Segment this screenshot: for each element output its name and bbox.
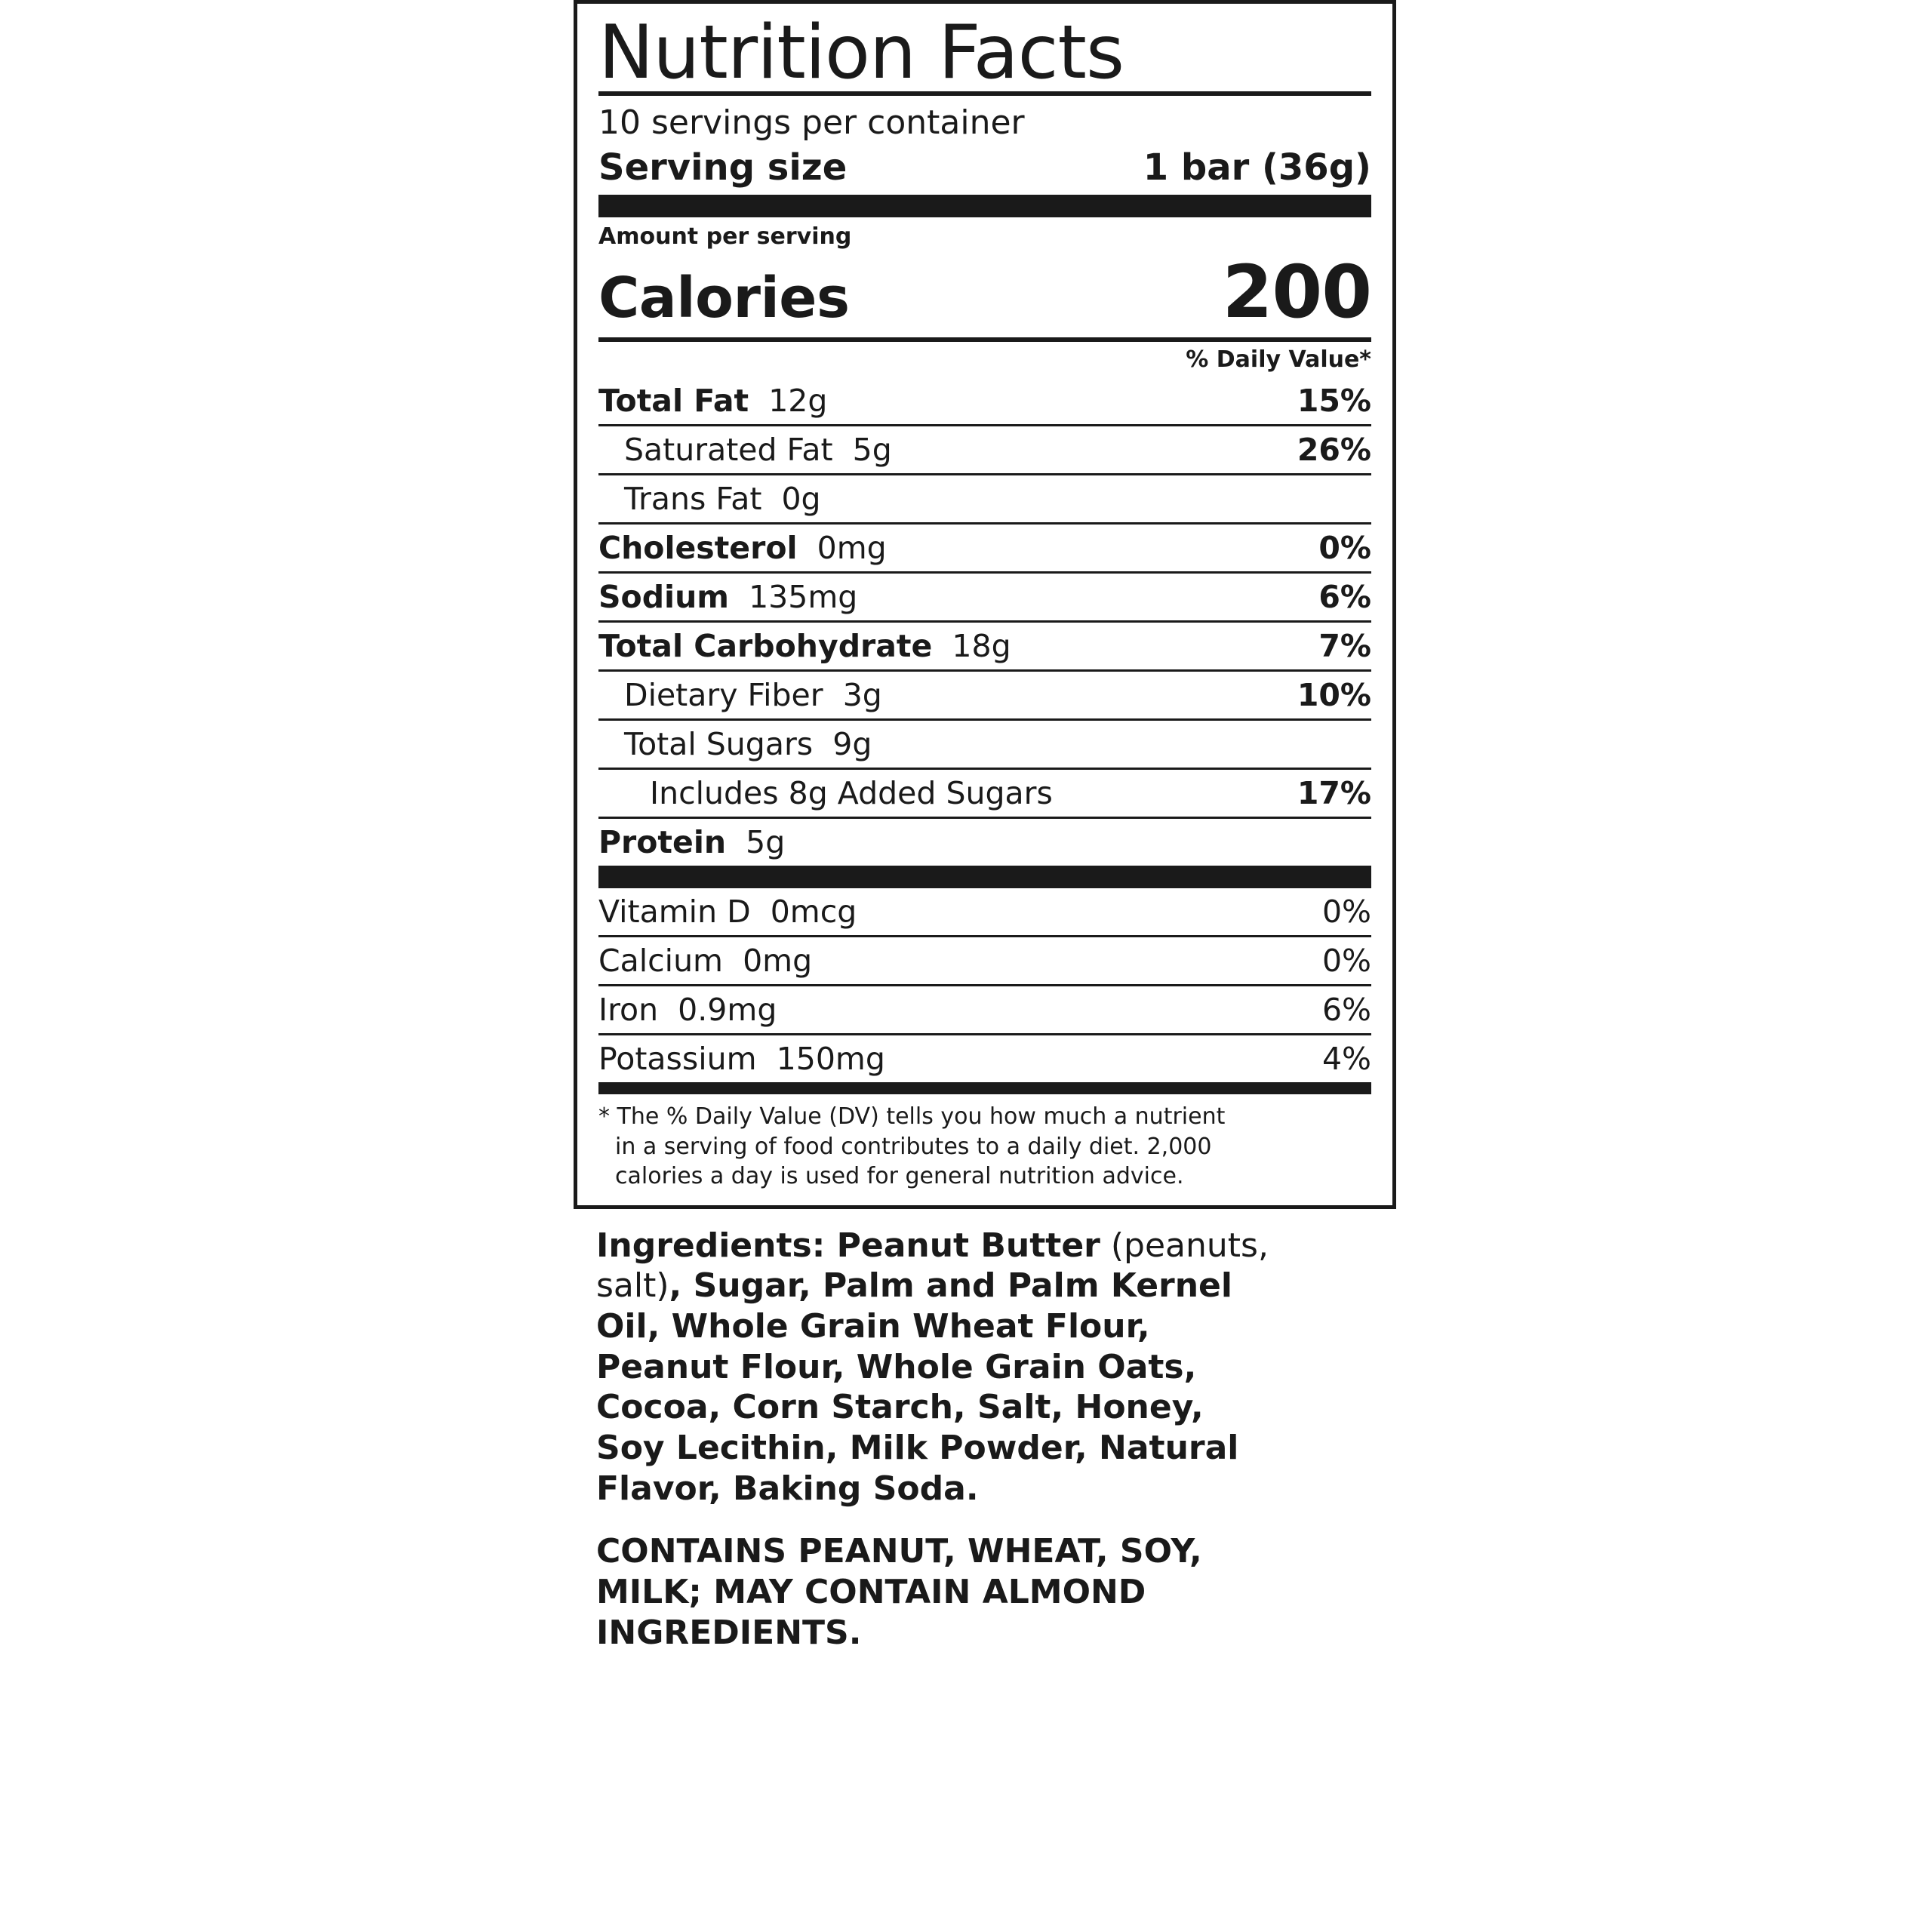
nutrient-daily-value: 17% bbox=[1297, 775, 1371, 811]
nutrient-amount: 0mg bbox=[797, 530, 887, 566]
ingredients-list bbox=[574, 1209, 1396, 1509]
calories-band-divider bbox=[598, 195, 1371, 217]
ingredients-line bbox=[596, 1266, 1375, 1306]
vitamin-name-amount: Calcium 0mg bbox=[598, 943, 813, 979]
nutrient-name-amount bbox=[598, 677, 882, 713]
nutrient-name-amount bbox=[598, 481, 821, 517]
nutrient-row bbox=[598, 522, 1371, 571]
vitamin-daily-value: 0% bbox=[1321, 943, 1371, 979]
calories-label: Calories bbox=[598, 266, 850, 331]
footnote-line: * The % Daily Value (DV) tells you how much a nutrient bbox=[598, 1103, 1226, 1130]
nutrient-amount: 12g bbox=[749, 383, 828, 419]
ingredients-text: salt) bbox=[596, 1266, 669, 1306]
nutrient-row bbox=[598, 768, 1371, 817]
allergen-line: CONTAINS PEANUT, WHEAT, SOY, bbox=[596, 1532, 1202, 1571]
nutrition-facts-box bbox=[574, 0, 1396, 1209]
nutrient-row bbox=[598, 473, 1371, 522]
calories-row bbox=[598, 250, 1371, 337]
nutrient-amount: 18g bbox=[932, 628, 1011, 664]
nutrient-amount: 9g bbox=[813, 726, 872, 762]
nutrient-name-amount bbox=[598, 775, 1053, 811]
footnote-line: in a serving of food contributes to a daily diet. 2,000 bbox=[615, 1133, 1212, 1160]
serving-size-label: Serving size bbox=[598, 146, 848, 189]
nutrient-name: Total Sugars bbox=[624, 726, 814, 762]
vitamin-row bbox=[598, 984, 1371, 1033]
vitamin-table bbox=[598, 888, 1371, 1082]
amount-per-serving-label: Amount per serving bbox=[598, 223, 852, 250]
nutrient-row bbox=[598, 669, 1371, 718]
vitamin-daily-value: 4% bbox=[1321, 1041, 1371, 1077]
nutrient-row bbox=[598, 817, 1371, 866]
ingredients-line bbox=[596, 1226, 1375, 1266]
vitamin-row bbox=[598, 888, 1371, 935]
vitamins-band-divider bbox=[598, 866, 1371, 888]
nutrient-amount: 5g bbox=[726, 824, 786, 860]
ingredients-text: Flavor, Baking Soda. bbox=[596, 1469, 979, 1508]
ingredients-text: Oil, Whole Grain Wheat Flour, bbox=[596, 1307, 1150, 1346]
nutrient-name: Protein bbox=[598, 824, 727, 860]
ingredients-line bbox=[596, 1469, 1375, 1509]
nutrient-name-amount bbox=[598, 579, 857, 615]
nutrient-name: Sodium bbox=[598, 579, 730, 615]
nutrient-name-amount bbox=[598, 383, 827, 419]
ingredients-line bbox=[596, 1428, 1375, 1469]
nutrient-table bbox=[598, 377, 1371, 866]
allergen-statement bbox=[574, 1509, 1396, 1653]
ingredients-text: Cocoa, Corn Starch, Salt, Honey, bbox=[596, 1388, 1204, 1427]
nutrient-daily-value: 26% bbox=[1297, 432, 1371, 468]
nutrient-name: Dietary Fiber bbox=[624, 677, 823, 713]
nutrient-name: Saturated Fat bbox=[624, 432, 833, 468]
nutrient-name-amount bbox=[598, 432, 892, 468]
ingredients-line bbox=[596, 1347, 1375, 1388]
nutrient-daily-value: 7% bbox=[1318, 628, 1371, 664]
nutrient-name: Total Carbohydrate bbox=[598, 628, 933, 664]
nutrient-name-amount bbox=[598, 824, 785, 860]
nutrient-name: Trans Fat bbox=[624, 481, 762, 517]
vitamin-row bbox=[598, 935, 1371, 984]
daily-value-header: % Daily Value* bbox=[1186, 346, 1371, 373]
serving-size-value: 1 bar (36g) bbox=[1143, 146, 1371, 189]
calories-value: 200 bbox=[1222, 250, 1371, 334]
nutrient-amount: 5g bbox=[832, 432, 892, 468]
nutrient-daily-value: 10% bbox=[1297, 677, 1371, 713]
vitamin-name-amount: Potassium 150mg bbox=[598, 1041, 885, 1077]
ingredients-line bbox=[596, 1306, 1375, 1347]
nutrient-row bbox=[598, 718, 1371, 768]
serving-size-row bbox=[598, 145, 1371, 195]
nutrient-row bbox=[598, 571, 1371, 620]
footnote-line: calories a day is used for general nutrition advice. bbox=[615, 1163, 1184, 1190]
nutrition-label-panel bbox=[574, 0, 1396, 1654]
nutrient-daily-value: 15% bbox=[1297, 383, 1371, 419]
servings-per-container: 10 servings per container bbox=[598, 103, 1025, 142]
footnote-band-divider bbox=[598, 1082, 1371, 1094]
nutrient-row bbox=[598, 424, 1371, 473]
vitamin-daily-value: 6% bbox=[1321, 992, 1371, 1028]
ingredients-text: , Sugar, Palm and Palm Kernel bbox=[669, 1266, 1232, 1306]
vitamin-name-amount: Vitamin D 0mcg bbox=[598, 894, 857, 930]
ingredients-text: (peanuts, bbox=[1100, 1226, 1269, 1265]
nutrient-row bbox=[598, 620, 1371, 669]
nutrient-amount: 3g bbox=[823, 677, 882, 713]
nutrient-daily-value: 6% bbox=[1318, 579, 1371, 615]
nutrient-name: Includes 8g Added Sugars bbox=[650, 775, 1053, 811]
nutrient-name-amount bbox=[598, 530, 887, 566]
nutrient-amount: 135mg bbox=[729, 579, 858, 615]
vitamin-daily-value: 0% bbox=[1321, 894, 1371, 930]
page-title: Nutrition Facts bbox=[598, 10, 1124, 96]
nutrient-daily-value: 0% bbox=[1318, 530, 1371, 566]
nutrient-name: Cholesterol bbox=[598, 530, 798, 566]
nutrient-name-amount bbox=[598, 726, 872, 762]
vitamin-name-amount: Iron 0.9mg bbox=[598, 992, 777, 1028]
ingredients-text: Ingredients: Peanut Butter bbox=[596, 1226, 1100, 1265]
ingredients-text: Soy Lecithin, Milk Powder, Natural bbox=[596, 1429, 1239, 1468]
allergen-line: INGREDIENTS. bbox=[596, 1613, 862, 1652]
allergen-line: MILK; MAY CONTAIN ALMOND bbox=[596, 1573, 1146, 1612]
nutrient-amount: 0g bbox=[761, 481, 821, 517]
daily-value-footnote bbox=[598, 1094, 1371, 1195]
nutrient-name-amount bbox=[598, 628, 1011, 664]
ingredients-text: Peanut Flour, Whole Grain Oats, bbox=[596, 1347, 1197, 1386]
nutrient-row bbox=[598, 377, 1371, 424]
vitamin-row bbox=[598, 1033, 1371, 1082]
nutrient-name: Total Fat bbox=[598, 383, 749, 419]
ingredients-line bbox=[596, 1387, 1375, 1428]
